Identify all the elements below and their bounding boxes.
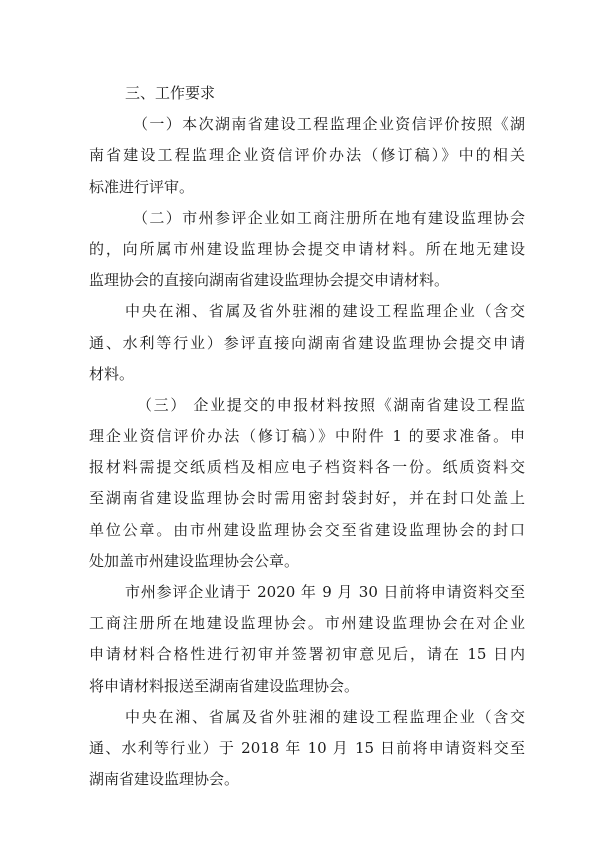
text-line: （一）本次湖南省建设工程监理企业资信评价按照《湖 <box>133 115 525 134</box>
text-line: 至湖南省建设监理协会时需用密封袋封好，并在封口处盖上 <box>89 489 525 508</box>
text-line: （二）市州参评企业如工商注册所在地有建设监理协会 <box>133 208 525 227</box>
text-line: 南省建设工程监理企业资信评价办法（修订稿）》中的相关 <box>89 146 525 165</box>
text-line: 中央在湘、省属及省外驻湘的建设工程监理企业（含交 <box>125 707 525 726</box>
document-body <box>89 78 525 795</box>
paragraph-6 <box>89 702 525 796</box>
paragraph-2 <box>89 203 525 297</box>
paragraph-3 <box>89 296 525 390</box>
text-line: 通、水利等行业）参评直接向湖南省建设监理协会提交申请 <box>89 333 525 352</box>
text-line: 市州参评企业请于 2020 年 9 月 30 日前将申请资料交至 <box>125 583 525 601</box>
text-line: 报材料需提交纸质档及相应电子档资料各一份。纸质资料交 <box>89 458 525 477</box>
text-line: 单位公章。由市州建设监理协会交至省建设监理协会的封口 <box>89 520 525 539</box>
text-line: 的，向所属市州建设监理协会提交申请材料。所在地无建设 <box>89 239 525 258</box>
text-line: 工商注册所在地建设监理协会。市州建设监理协会在对企业 <box>89 614 525 633</box>
text-line: 监理协会的直接向湖南省建设监理协会提交申请材料。 <box>89 271 450 290</box>
text-line: 标准进行评审。 <box>89 177 195 196</box>
text-line: 湖南省建设监理协会。 <box>89 770 240 789</box>
paragraph-5 <box>89 577 525 702</box>
text-line: 材料。 <box>89 364 135 383</box>
paragraph-4 <box>89 390 525 577</box>
text-line: 处加盖市州建设监理协会公章。 <box>89 551 300 570</box>
text-line: （三） 企业提交的申报材料按照《湖南省建设工程监 <box>137 395 525 414</box>
text-line: 中央在湘、省属及省外驻湘的建设工程监理企业（含交 <box>125 302 525 321</box>
section-heading: 三、工作要求 <box>125 84 216 102</box>
text-line: 通、水利等行业）于 2018 年 10 月 15 日前将申请资料交至 <box>89 738 525 757</box>
text-line: 申请材料合格性进行初审并签署初审意见后，请在 15 日内 <box>89 645 525 664</box>
text-line: 理企业资信评价办法（修订稿）》中附件 1 的要求准备。申 <box>89 427 525 446</box>
text-line: 将申请材料报送至湖南省建设监理协会。 <box>89 676 360 695</box>
paragraph-1 <box>89 109 525 203</box>
